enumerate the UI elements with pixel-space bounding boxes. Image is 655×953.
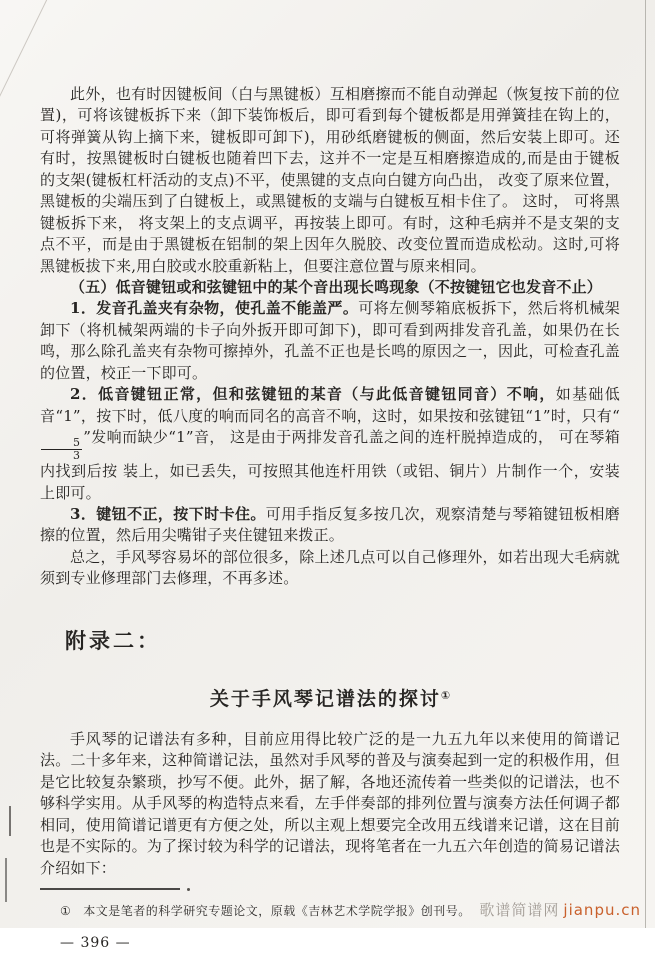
paragraph-notation-intro: 手风琴的记谱法有多种，目前应用得比较广泛的是一九五九年以来使用的简谱记法。二十多年来，这种简谱记法，虽然对手风琴的普及与演奏起到一定的积极作用，但是它比较复杂繁琐，抄写不便。此外，据了解，各地还流传着一些类似的记谱法，也不够科学实用。从手风琴的构造特点来看，左手伴奏部的排列位置与演奏方法任何调子都相同，使用简谱记谱更有方便之处，所以主观上想要完全改用五线谱来记谱，这在目前也是不实际的。为了探讨较为科学的记谱法，现将笔者在一九五六年创造的简易记谱法介绍如下： (40, 729, 620, 877)
page-body (40, 84, 620, 953)
numbered-item-1 (40, 298, 620, 384)
paragraph-summary: 总之，手风琴容易坏的部位很多，除上述几点可以自己修理外，如若出现大毛病就须到专业修理部门去修理，不再多述。 (40, 547, 620, 588)
item-1-lead: 1．发音孔盖夹有杂物，使孔盖不能盖严。 (70, 299, 359, 318)
paragraph-repair-tips: 此外，也有时因键板间（白与黑键板）互相磨擦而不能自动弹起（恢复按下前的位置)，可将该键板拆下来（卸下装饰板后，即可看到每个键板都是用弹簧挂在钩上的，可将弹簧从钩上摘下来，键板即可卸下)，用砂纸磨键板的侧面，然后安装上即可。还有时，按黑键板时白键板也随着凹下去，这并不一定是互相磨擦造成的,而是由于键板的支架(键板杠杆活动的支点)不平，使黑键的支点向白键方向凸出， 改变了原来位置， 黑键板的尖端压到了白键板上，或黑键板的支端与白键板互相卡住了。 这时， 可将黑键板拆下来， 将支架上的支点调平，再按装上即可。有时，这种毛病并不是支架的支点不平，而是由于黑键板在铝制的架上因年久脱胶、改变位置而造成松动。这时,可将黑键板拔下来,用白胶或水胶重新粘上，但要注意位置与原来相同。 (40, 85, 620, 275)
scan-edge-left-line-lower (5, 858, 7, 902)
item-3-rest: 可用手指反复多按几次，观察清楚与琴箱键钮板相磨擦的位置，然后用尖嘴钳子夹住键钮来拨正。 (40, 504, 620, 545)
item-1-rest: 可将左侧琴箱底板拆下，然后将机械架卸下（将机械架两端的卡子向外扳开即可卸下)，即可看到两排发音孔盖，如果仍在长鸣，那么除孔盖夹有杂物可擦掉外，孔盖不正也是长鸣的原因之一，因此，可检查孔盖的位置，校正一下即可。 (40, 299, 620, 382)
footnote-marker: ① (60, 903, 72, 918)
chord-fraction (40, 437, 83, 461)
watermark-site-name: 歌谱简谱网 (479, 901, 560, 919)
scan-edge-right-line (645, 0, 647, 928)
article-title (40, 686, 620, 713)
footnote-text: 本文是笔者的科学研究专题论文，原载《吉林艺术学院学报》创刊号。 (83, 903, 471, 918)
fraction-denominator: 3 (73, 448, 81, 462)
section-5-heading: （五）低音键钮或和弦键钮中的某个音出现长鸣现象（不按键钮它也发音不止） (70, 277, 603, 296)
appendix-2-label: 附录二： (65, 628, 161, 653)
page-number: — 396 — (60, 935, 131, 952)
article-title-footnote-marker: ① (440, 688, 451, 702)
watermark (479, 899, 641, 920)
fraction-numerator: 5 (41, 437, 82, 450)
footnote-divider-dot (187, 888, 190, 891)
watermark-site-url: jianpu.cn (563, 901, 641, 919)
item-3-lead: 3．键钮不正，按下时卡住。 (70, 504, 266, 523)
numbered-item-2 (40, 384, 620, 504)
numbered-item-3 (40, 504, 620, 547)
item-2-text-b: ”发响而缺少“1”音， 这是由于两排发音孔盖之间的连杆脱掉造成的， 可在琴箱内找到后按 装上，如已丢失，可按照其他连杆用铁（或铝、铜片）片制作一个，安装上即可。 (40, 428, 620, 502)
article-title-text: 关于手风琴记谱法的探讨 (209, 687, 441, 710)
footnote-divider (40, 888, 180, 890)
item-2-text-a: 如基础低音“1”，按下时，低八度的响而同名的高音不响，这时，如果按和弦键钮“1”时，只有“ (40, 385, 620, 425)
scan-edge-left-line-upper (9, 806, 11, 836)
item-2-lead: 2．低音键钮正常，但和弦键钮的某音（与此低音键钮同音）不响， (70, 385, 556, 404)
